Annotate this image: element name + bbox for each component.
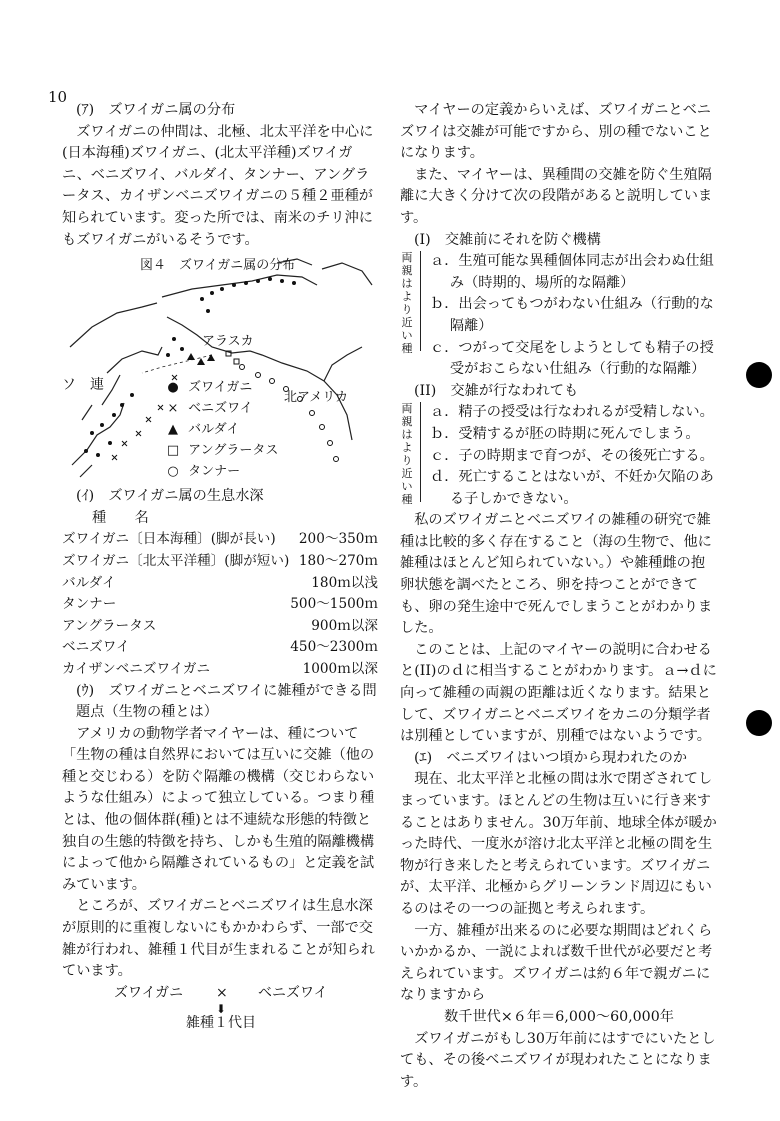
table-row: アングラータス 900ｍ以深 — [62, 617, 378, 634]
depth-table — [62, 529, 378, 680]
table-row: バルダイ 180ｍ以浅 — [62, 574, 378, 591]
right-paragraph-6: 一方、雑種が出来るのに必要な期間はどれくらいかかるか、一説によれば数千世代が必要だと考えられています。ズワイガニは約６年で親ガニになりますから — [400, 922, 713, 1004]
cross-right: ベニズワイ — [258, 984, 328, 1001]
left-column — [62, 100, 378, 1033]
legend-item: × ベニズワイ — [167, 401, 253, 417]
list-item: ａ．精子の授受は行なわれるが受精しない。 — [430, 404, 714, 421]
legend-item: □ アングラータス — [166, 443, 279, 459]
table-row: ズワイガニ〔北太平洋種〕(脚が短い) 180～270ｍ — [62, 552, 378, 569]
legend-item: ○ タンナー — [167, 464, 241, 480]
stage2-heading: (II) 交雑が行なわれても — [414, 382, 579, 399]
right-paragraph-3: 私のズワイガニとベニズワイの雑種の研究で雑種は比較的多く存在すること（海の生物で、他に雑種はほとんど知られていない。）や雑種雌の抱卵状態を調べたところ、卵を持つことができても、卵の発生途中で死んでしまうことがわかりました。 — [400, 512, 713, 637]
legend-item: ▲ バルダイ — [168, 422, 240, 438]
right-paragraph-7: ズワイガニがもし30万年前にはすでにいたとしても、その後ベニズワイが現われたことになります。 — [400, 1030, 716, 1090]
punch-hole — [746, 710, 772, 736]
table-header: 種 名 — [92, 509, 149, 526]
stage1-heading: (I) 交雑前にそれを防ぐ機構 — [414, 231, 601, 248]
stage1-arrow-line — [420, 251, 421, 351]
right-paragraph-2: また、マイヤーは、異種間の交雑を防ぐ生殖隔離に大きく分けて次の段階があると説明しています。 — [400, 166, 713, 226]
down-arrow-icon: ⬇ — [216, 1001, 227, 1016]
stage2-arrow-line — [420, 402, 421, 502]
table-row: ズワイガニ〔日本海種〕(脚が長い) 200～350ｍ — [62, 531, 378, 548]
section-a-text: ズワイガニの仲間は、北極、北太平洋を中心に(日本海種)ズワイガニ、(北太平洋種)ズワイガニ、ベニズワイ、バルダイ、タンナー、アングラータス、カイザンベニズワイガニの５種２亜種が知られています。変った所では、南米のチリ沖にもズワイガニがいるそうです。 — [62, 123, 374, 248]
cross-result: 雑種１代目 — [186, 1014, 256, 1031]
table-row: カイザンベニズワイガニ 1000ｍ以深 — [62, 660, 378, 677]
stage1-list — [400, 251, 718, 381]
cross-times: × — [216, 984, 228, 1001]
right-paragraph-4: このことは、上記のマイヤーの説明に合わせると(II)のｄに相当することがわかります。ａ→ｄに向って雑種の両親の距離は近くなります。結果として、ズワイガニとベニズワイをカニの分類学者は別種としていますが、別種ではないようです。 — [400, 641, 717, 745]
list-item: ｂ．出会ってもつがわない仕組み（行動的な隔離） — [430, 296, 714, 334]
list-item: ａ．生殖可能な異種個体同志が出会わぬ仕組み（時期的、場所的な隔離） — [430, 253, 714, 291]
distribution-figure — [62, 255, 378, 480]
table-row: タンナー 500～1500ｍ — [62, 596, 378, 613]
punch-hole — [746, 362, 772, 388]
section-u-heading: (ｳ) ズワイガニとベニズワイに雑種ができる問題点（生物の種とは） — [76, 682, 377, 721]
label-alaska: アラスカ — [202, 334, 254, 350]
arctic-islands — [277, 259, 372, 285]
formula: 数千世代×６年＝6,000～60,000年 — [444, 1008, 674, 1025]
list-item: ｄ．死亡することはないが、不妊か欠陥のある子しかできない。 — [430, 469, 714, 507]
label-north-america: 北アメリカ — [284, 390, 349, 406]
right-paragraph-1: マイヤーの定義からいえば、ズワイガニとベニズワイは交雑が可能ですから、別の種でないことになります。 — [400, 102, 712, 162]
page-number: 10 — [48, 88, 68, 106]
label-soviet: ソ 連 — [62, 377, 104, 394]
section-e-heading: (ｴ) ベニズワイはいつ頃から現われたのか — [414, 749, 688, 766]
japan-coastline — [72, 403, 124, 477]
list-item: ｃ．子の時期まで育つが、その後死亡する。 — [430, 447, 714, 464]
figure-title: 図４ ズワイガニ属の分布 — [140, 258, 296, 274]
asia-coastline — [70, 303, 162, 420]
table-row: ベニズワイ 450～2300ｍ — [62, 639, 378, 656]
cross-left: ズワイガニ — [114, 984, 184, 1001]
stage2-vertical-label: 両親はより近い種 — [401, 402, 413, 507]
legend-item: ● ズワイガニ — [167, 380, 253, 396]
section-a-heading: (ｱ) ズワイガニ属の分布 — [76, 102, 236, 118]
list-item: ｃ．つがって交尾をしようとしても精子の授受がおこらない仕組み（行動的な隔離） — [430, 339, 714, 378]
stage2-list — [400, 402, 718, 510]
stage1-vertical-label: 両親はより近い種 — [401, 251, 413, 356]
section-u-paragraph-2: ところが、ズワイガニとベニズワイは生息水深が原則的に重複しないにもかかわらず、一部で交雑が行われ、雑種１代目が生まれることが知られています。 — [62, 898, 375, 980]
cross-diagram — [62, 983, 378, 1033]
figure-legend — [162, 377, 278, 482]
right-column — [400, 100, 718, 1093]
bairdi-points — [187, 353, 215, 365]
section-i-heading: (ｲ) ズワイガニ属の生息水深 — [76, 488, 264, 505]
list-item: ｂ．受精するが胚の時期に死んでしまう。 — [430, 425, 700, 442]
section-u-paragraph-1: アメリカの動物学者マイヤーは、種について「生物の種は自然界においては互いに交雑（他の種と交じわる）を防ぐ隔離の機構（交じわらないような仕組み）によって独立している。つまり種とは、他の個体群(種)とは不連続な形態的特徴と独自の生態的特徴を持ち、しかも生殖的隔離機構によって他から隔離されているもの」と定義を試みています。 — [62, 725, 375, 893]
right-paragraph-5: 現在、北太平洋と北極の間は氷で閉ざされてしまっています。ほとんどの生物は互いに行き来することはありません。30万年前、地球全体が暖かった時代、一度氷が溶け北太平洋と北極の間を生物が行き来したと考えられています。ズワイガニが、太平洋、北極からグリーンランド周辺にもいるのはその一つの証拠と考えられます。 — [400, 771, 717, 917]
